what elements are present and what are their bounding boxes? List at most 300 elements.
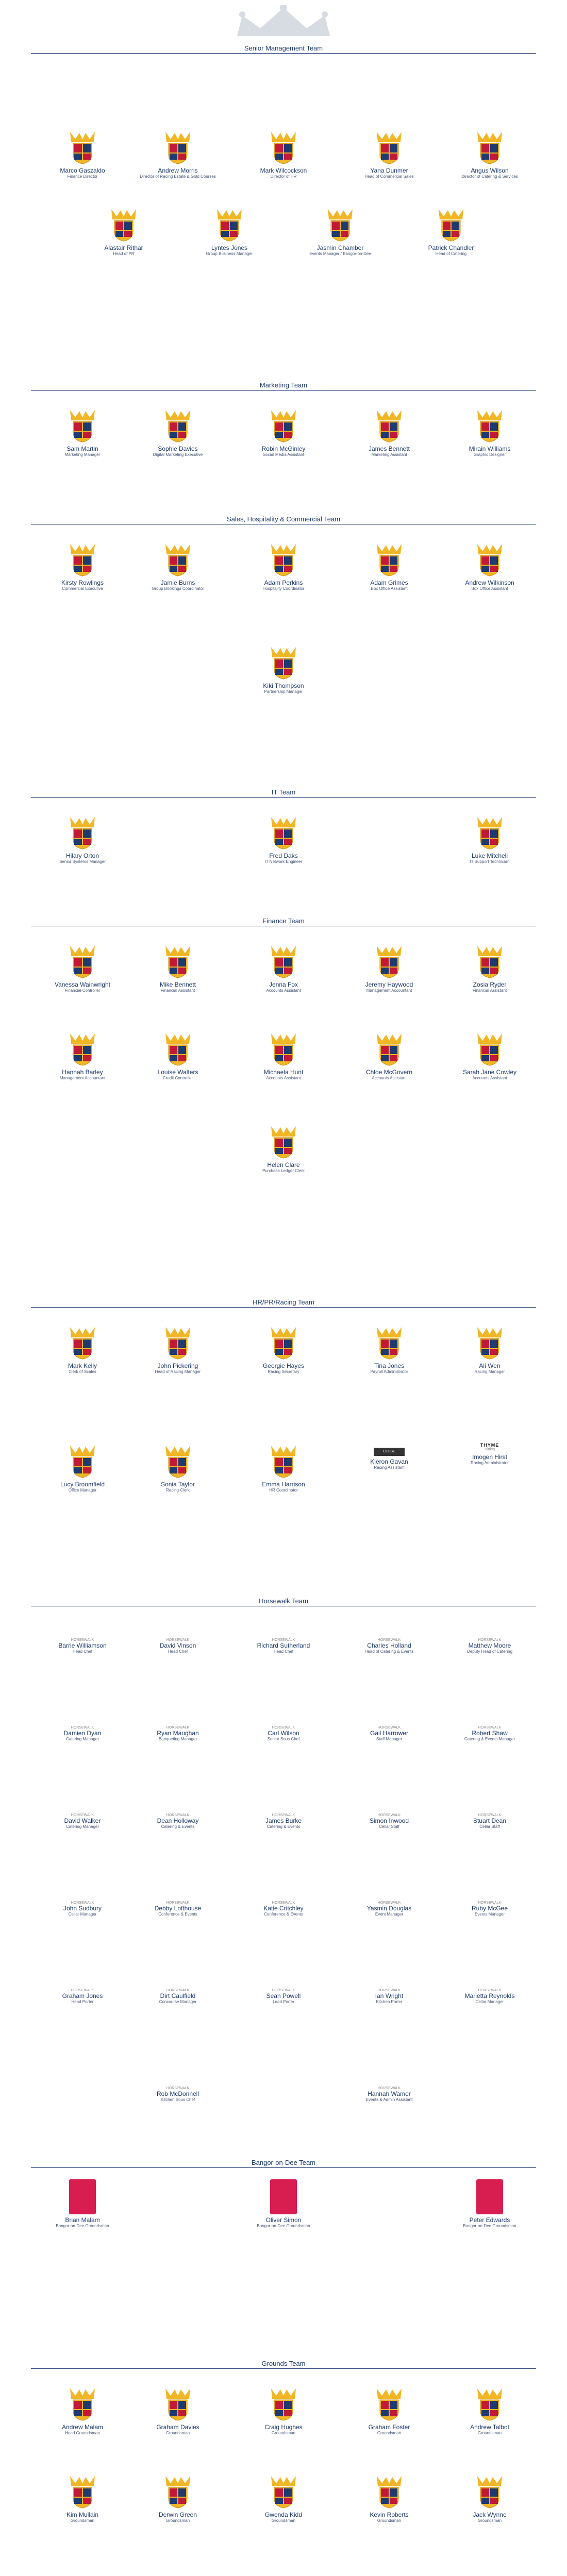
staff-card — [137, 1989, 219, 2005]
staff-role: Groundsman — [165, 2518, 190, 2523]
section-divider — [31, 2167, 536, 2168]
staff-card — [448, 1638, 531, 1654]
staff-name: Mirain Williams — [469, 445, 511, 452]
staff-name: Hannah Wamer — [368, 2090, 411, 2097]
staff-name: Marco Gaszaldo — [60, 167, 105, 174]
horsewalk-logo: HORSEWALK — [71, 1726, 94, 1730]
crest-icon — [375, 541, 404, 577]
staff-role: Catering Manager — [65, 1824, 99, 1829]
staff-role: Racing Administrator — [471, 1461, 509, 1465]
staff-name: Ryan Maughan — [157, 1730, 199, 1737]
staff-card — [41, 407, 124, 457]
section-title-grounds: Grounds Team — [261, 2360, 306, 2367]
staff-card — [348, 129, 430, 179]
badge-logo: CLOSE — [374, 1448, 405, 1456]
staff-card — [137, 1030, 219, 1081]
horsewalk-logo: HORSEWALK — [478, 1638, 502, 1642]
staff-role: Head Chef — [168, 1649, 188, 1654]
staff-role: Groundsman — [477, 2518, 502, 2523]
staff-role: Head Chef — [273, 1649, 294, 1654]
staff-role: Group Bookings Coordinator — [152, 586, 204, 591]
staff-card — [242, 1030, 325, 1081]
horsewalk-logo: HORSEWALK — [71, 1638, 94, 1642]
staff-card — [348, 1324, 430, 1375]
staff-name: Debby Lofthouse — [154, 1905, 202, 1912]
crest-icon — [163, 1030, 192, 1066]
crest-icon — [68, 2473, 97, 2509]
staff-card — [137, 1638, 219, 1654]
crest-icon — [475, 1030, 504, 1066]
staff-card — [41, 129, 124, 179]
staff-role: Head Porter — [71, 1999, 94, 2004]
crest-icon — [163, 541, 192, 577]
crest-icon — [68, 407, 97, 443]
section-title-horsewalk: Horsewalk Team — [259, 1597, 308, 1605]
section-title-marketing: Marketing Team — [259, 381, 308, 389]
staff-card — [242, 1123, 325, 1174]
staff-name: Ian Wright — [375, 1992, 404, 1999]
staff-card — [448, 1901, 531, 1917]
crest-icon — [68, 1443, 97, 1479]
horsewalk-logo: HORSEWALK — [166, 1901, 190, 1905]
staff-card — [348, 943, 430, 993]
crest-icon — [269, 1123, 298, 1159]
staff-card — [448, 1030, 531, 1081]
crest-icon — [269, 2473, 298, 2509]
staff-role: Lead Porter — [273, 1999, 294, 2004]
crest-icon — [68, 943, 97, 979]
horsewalk-logo: HORSEWALK — [272, 1638, 295, 1642]
staff-card — [188, 206, 271, 257]
staff-role: Catering & Events Manager — [464, 1737, 515, 1741]
staff-name: Jasmin Chamber — [316, 244, 364, 251]
staff-name: Carl Wilson — [268, 1730, 299, 1737]
crest-icon — [475, 2473, 504, 2509]
staff-role: Groundsman — [70, 2518, 95, 2523]
crest-icon — [375, 2385, 404, 2421]
staff-name: Zosia Ryder — [473, 981, 507, 988]
staff-card — [242, 1443, 325, 1493]
crest-icon — [375, 129, 404, 165]
staff-name: Damien Dyan — [63, 1730, 102, 1737]
horsewalk-logo: HORSEWALK — [377, 1901, 401, 1905]
staff-card — [242, 1638, 325, 1654]
crest-icon — [68, 814, 97, 850]
crest-icon — [269, 644, 298, 680]
staff-role: Kitchen Sous Chef — [160, 2097, 195, 2102]
horsewalk-logo: HORSEWALK — [272, 1901, 295, 1905]
staff-name: Ali Wen — [479, 1362, 501, 1369]
staff-role: Accounts Assistant — [472, 1076, 507, 1080]
staff-card — [137, 943, 219, 993]
staff-card — [448, 2179, 531, 2229]
staff-role: Staff Manager — [376, 1737, 403, 1741]
staff-card — [137, 407, 219, 457]
staff-name: Robin McGinley — [261, 445, 306, 452]
staff-name: Gail Harrower — [370, 1730, 408, 1737]
staff-name: David Vinson — [159, 1642, 196, 1649]
staff-card — [41, 1443, 124, 1493]
staff-name: Stuart Dean — [473, 1817, 507, 1824]
horsewalk-logo: HORSEWALK — [71, 1989, 94, 1992]
staff-name: Marietta Reynolds — [464, 1992, 515, 1999]
staff-role: Head of PR — [113, 251, 135, 256]
crest-icon — [215, 206, 244, 242]
staff-name: Dean Holloway — [157, 1817, 199, 1824]
staff-role: Senior Sous Chef — [267, 1737, 300, 1741]
crest-icon — [163, 407, 192, 443]
staff-card — [448, 1814, 531, 1829]
bangor-logo-icon — [476, 2179, 503, 2214]
staff-card — [348, 1989, 430, 2005]
staff-card — [41, 943, 124, 993]
staff-card — [82, 206, 165, 257]
staff-card — [348, 1901, 430, 1917]
staff-name: Kiki Thompson — [263, 682, 304, 689]
staff-role: Groundsman — [377, 2518, 402, 2523]
staff-card — [348, 2473, 430, 2523]
staff-name: Vanessa Wainwright — [54, 981, 111, 988]
staff-role: Social Media Assistant — [262, 452, 305, 457]
crest-icon — [163, 2385, 192, 2421]
staff-name: Angus Wilson — [471, 167, 509, 174]
staff-role: HR Coordinator — [269, 1488, 298, 1493]
section-title-hr: HR/PR/Racing Team — [253, 1298, 314, 1306]
staff-card — [41, 814, 124, 865]
staff-role: Event Manager — [375, 1912, 404, 1917]
staff-role: Events Manager — [474, 1912, 505, 1917]
staff-role: Accounts Assistant — [266, 1076, 301, 1080]
staff-role: Groundsman — [377, 2431, 402, 2435]
crest-icon — [269, 814, 298, 850]
staff-card — [137, 541, 219, 591]
staff-card — [242, 814, 325, 865]
staff-name: Graham Foster — [368, 2424, 410, 2431]
staff-card — [242, 1814, 325, 1829]
staff-role: Conference & Events — [264, 1912, 303, 1917]
crest-icon — [375, 407, 404, 443]
staff-card — [242, 943, 325, 993]
staff-name: Craig Hughes — [264, 2424, 303, 2431]
staff-name: Matthew Moore — [468, 1642, 511, 1649]
staff-role: Racing Clerk — [166, 1488, 190, 1493]
staff-card — [242, 1726, 325, 1742]
staff-role: Management Accountant — [59, 1076, 106, 1080]
staff-card — [137, 1443, 219, 1493]
staff-role: Director of Racing Estate & Gold Courses — [140, 174, 216, 179]
staff-card — [299, 206, 381, 257]
staff-role: Groundsman — [271, 2518, 296, 2523]
section-title-it: IT Team — [271, 788, 296, 796]
staff-card — [41, 1726, 124, 1742]
crest-icon — [475, 2385, 504, 2421]
staff-card — [410, 206, 492, 257]
staff-role: Purchase Ledger Clerk — [262, 1168, 305, 1173]
staff-card — [348, 1814, 430, 1829]
staff-role: Director of HR — [270, 174, 297, 179]
staff-name: John Sudbury — [63, 1905, 102, 1912]
staff-name: Hannah Barley — [62, 1069, 103, 1076]
horsewalk-logo: HORSEWALK — [478, 1989, 502, 1992]
staff-name: Mark Kelly — [68, 1362, 97, 1369]
staff-name: Hilary Orton — [65, 852, 99, 859]
staff-role: Box Office Assistant — [471, 586, 508, 591]
crest-icon — [375, 1030, 404, 1066]
crest-icon — [68, 129, 97, 165]
staff-name: Sean Powell — [266, 1992, 301, 1999]
horsewalk-logo: HORSEWALK — [166, 1989, 190, 1992]
staff-card — [41, 2179, 124, 2229]
staff-card — [242, 644, 325, 694]
staff-role: Clerk of Scales — [69, 1369, 96, 1374]
staff-role: Director of Catering & Services — [461, 174, 518, 179]
staff-role: Credit Controller — [162, 1076, 193, 1080]
staff-card — [137, 2473, 219, 2523]
staff-role: Head of Catering & Events — [364, 1649, 414, 1654]
staff-role: Head of Racing Manager — [155, 1369, 201, 1374]
staff-card — [348, 1443, 430, 1470]
staff-card — [137, 1324, 219, 1375]
staff-card — [448, 541, 531, 591]
crest-icon — [68, 2385, 97, 2421]
staff-name: Peter Edwards — [469, 2216, 510, 2224]
staff-role: Financial Assistant — [160, 988, 195, 993]
crest-icon — [269, 1030, 298, 1066]
staff-name: Jamie Burns — [160, 579, 195, 586]
staff-role: Kitchen Porter — [376, 1999, 403, 2004]
staff-role: Catering & Events — [266, 1824, 301, 1829]
staff-role: Marketing Assistant — [371, 452, 407, 457]
staff-name: Georgie Hayes — [262, 1362, 305, 1369]
section-divider — [31, 2368, 536, 2369]
staff-role: Senior Systems Manager — [59, 859, 106, 864]
crest-icon — [475, 407, 504, 443]
section-title-senior: Senior Management Team — [244, 44, 323, 52]
crest-icon — [475, 129, 504, 165]
staff-name: Lyntes Jones — [211, 244, 248, 251]
staff-name: James Bennett — [368, 445, 410, 452]
staff-card — [348, 407, 430, 457]
staff-name: Jenna Fox — [269, 981, 298, 988]
staff-role: Accounts Assistant — [372, 1076, 407, 1080]
staff-card — [348, 2087, 430, 2103]
staff-role: Partnership Manager — [264, 689, 303, 694]
staff-name: Jeremy Haywood — [365, 981, 413, 988]
staff-name: Louise Walters — [157, 1069, 198, 1076]
staff-card — [41, 1901, 124, 1917]
staff-name: David Walker — [64, 1817, 101, 1824]
staff-card — [448, 1989, 531, 2005]
staff-name: Andrew Talbot — [470, 2424, 509, 2431]
crest-icon — [109, 206, 138, 242]
staff-card — [41, 2473, 124, 2523]
crest-icon — [163, 1443, 192, 1479]
staff-role: IT Network Engineer — [264, 859, 303, 864]
staff-name: Charles Holland — [367, 1642, 411, 1649]
crown-logo-icon — [232, 5, 335, 44]
staff-card — [137, 1901, 219, 1917]
horsewalk-logo: HORSEWALK — [166, 1638, 190, 1642]
staff-name: Adam Perkins — [264, 579, 303, 586]
staff-name: Simon Inwood — [369, 1817, 409, 1824]
crest-icon — [269, 541, 298, 577]
section-title-finance: Finance Team — [262, 917, 305, 925]
staff-card — [348, 541, 430, 591]
thyme-logo: THYME Dining — [480, 1443, 499, 1451]
section-divider — [31, 1307, 536, 1308]
staff-name: Adam Grimes — [370, 579, 408, 586]
staff-card — [242, 2385, 325, 2436]
horsewalk-logo: HORSEWALK — [377, 1989, 401, 1992]
staff-role: Marketing Manager — [64, 452, 101, 457]
crest-icon — [68, 1324, 97, 1360]
staff-role: Digital Marketing Executive — [153, 452, 203, 457]
crest-icon — [375, 1324, 404, 1360]
staff-name: Michaela Hunt — [263, 1069, 304, 1076]
staff-role: Payroll Administrator — [370, 1369, 408, 1374]
staff-name: Lucy Broomfield — [60, 1481, 105, 1488]
staff-role: Bangor-on-Dee Groundsman — [257, 2224, 310, 2228]
crest-icon — [269, 407, 298, 443]
crest-icon — [375, 2473, 404, 2509]
staff-card — [41, 1324, 124, 1375]
staff-name: Barrie Williamson — [58, 1642, 107, 1649]
crest-icon — [163, 2473, 192, 2509]
horsewalk-logo: HORSEWALK — [166, 1814, 190, 1817]
crest-icon — [475, 1324, 504, 1360]
horsewalk-logo: HORSEWALK — [71, 1814, 94, 1817]
staff-card — [448, 943, 531, 993]
crest-icon — [375, 943, 404, 979]
staff-name: Brian Malam — [65, 2216, 100, 2224]
staff-role: Racing Manager — [474, 1369, 505, 1374]
staff-role: Events & Admin Assistant — [365, 2097, 413, 2102]
staff-name: Emma Harrison — [262, 1481, 305, 1488]
staff-role: IT Support Technician — [470, 859, 510, 864]
staff-name: Luke Mitchell — [471, 852, 508, 859]
staff-name: Fred Daks — [269, 852, 298, 859]
staff-name: Imogen Hirst — [472, 1453, 508, 1461]
staff-name: Kim Mullain — [66, 2511, 98, 2518]
staff-name: Sonia Taylor — [161, 1481, 195, 1488]
staff-role: Concourse Manager — [159, 1999, 197, 2004]
staff-role: Financial Controller — [64, 988, 101, 993]
staff-card — [41, 1638, 124, 1654]
staff-name: Sarah Jane Cowley — [462, 1069, 517, 1076]
staff-name: Yasmin Douglas — [366, 1905, 412, 1912]
staff-card — [137, 2087, 219, 2103]
staff-card — [242, 1901, 325, 1917]
staff-role: Bangor-on-Dee Groundsman — [463, 2224, 516, 2228]
staff-role: Office Manager — [68, 1488, 97, 1493]
staff-name: Kieron Gavan — [370, 1458, 408, 1465]
staff-card — [41, 1989, 124, 2005]
staff-name: Ruby McGee — [471, 1905, 508, 1912]
horsewalk-logo: HORSEWALK — [377, 1638, 401, 1642]
staff-role: Groundsman — [165, 2431, 190, 2435]
staff-card — [41, 1814, 124, 1829]
staff-name: Dirt Caulfield — [160, 1992, 196, 1999]
crest-icon — [68, 1030, 97, 1066]
staff-card — [448, 2385, 531, 2436]
staff-role: Groundsman — [477, 2431, 502, 2435]
crest-icon — [269, 129, 298, 165]
staff-name: Patrick Chandler — [428, 244, 474, 251]
staff-card — [41, 1030, 124, 1081]
crest-icon — [163, 129, 192, 165]
staff-role: Cellar Staff — [379, 1824, 399, 1829]
staff-card — [242, 129, 325, 179]
staff-name: Gwenda Kidd — [264, 2511, 303, 2518]
staff-role: Cellar Manager — [475, 1999, 504, 2004]
staff-role: Group Business Manager — [206, 251, 253, 256]
staff-name: Sam Martin — [66, 445, 98, 452]
staff-card — [348, 2385, 430, 2436]
staff-role: Commercial Executive — [62, 586, 103, 591]
staff-card — [137, 1814, 219, 1829]
staff-card — [448, 1443, 531, 1466]
staff-role: Finance Director — [67, 174, 98, 179]
staff-role: Events Manager / Bangor-on-Dee — [309, 251, 371, 256]
staff-card — [41, 541, 124, 591]
staff-name: Mark Wilcockson — [260, 167, 307, 174]
crest-icon — [163, 943, 192, 979]
horsewalk-logo: HORSEWALK — [272, 1726, 295, 1730]
staff-role: Hospitality Coordinator — [262, 586, 305, 591]
staff-role: Management Accountant — [366, 988, 412, 993]
crest-icon — [269, 1324, 298, 1360]
staff-card — [448, 407, 531, 457]
staff-name: Oliver Simon — [265, 2216, 302, 2224]
crest-icon — [475, 541, 504, 577]
staff-card — [448, 1726, 531, 1742]
section-divider — [31, 390, 536, 391]
staff-role: Conference & Events — [158, 1912, 197, 1917]
staff-name: Kevin Roberts — [370, 2511, 409, 2518]
staff-card — [348, 1030, 430, 1081]
staff-name: Andrew Morris — [158, 167, 198, 174]
horsewalk-logo: HORSEWALK — [272, 1814, 295, 1817]
staff-role: Box Office Assistant — [371, 586, 408, 591]
staff-role: Catering & Events — [161, 1824, 195, 1829]
staff-role: Catering Manager — [65, 1737, 99, 1741]
staff-card — [242, 541, 325, 591]
staff-role: Racing Secretary — [268, 1369, 299, 1374]
staff-card — [448, 2473, 531, 2523]
horsewalk-logo: HORSEWALK — [478, 1726, 502, 1730]
crest-icon — [269, 943, 298, 979]
staff-role: Banqueting Manager — [158, 1737, 197, 1741]
staff-name: Andrew Malam — [61, 2424, 104, 2431]
horsewalk-logo: HORSEWALK — [377, 2087, 401, 2090]
staff-role: Financial Assistant — [472, 988, 507, 993]
staff-card — [348, 1638, 430, 1654]
crest-icon — [437, 206, 465, 242]
staff-name: Graham Davies — [156, 2424, 199, 2431]
section-title-bangor: Bangor-on-Dee Team — [251, 2159, 316, 2166]
staff-name: Chloe McGovern — [365, 1069, 413, 1076]
staff-role: Head of Commercial Sales — [364, 174, 414, 179]
staff-name: Kirsty Rowlings — [61, 579, 104, 586]
horsewalk-logo: HORSEWALK — [478, 1814, 502, 1817]
staff-name: John Pickering — [157, 1362, 198, 1369]
staff-card — [242, 1989, 325, 2005]
staff-name: Yana Dunmer — [370, 167, 408, 174]
staff-card — [137, 129, 219, 179]
staff-name: Mike Bennett — [159, 981, 196, 988]
staff-role: Head Groundsman — [65, 2431, 100, 2435]
staff-role: Groundsman — [271, 2431, 296, 2435]
